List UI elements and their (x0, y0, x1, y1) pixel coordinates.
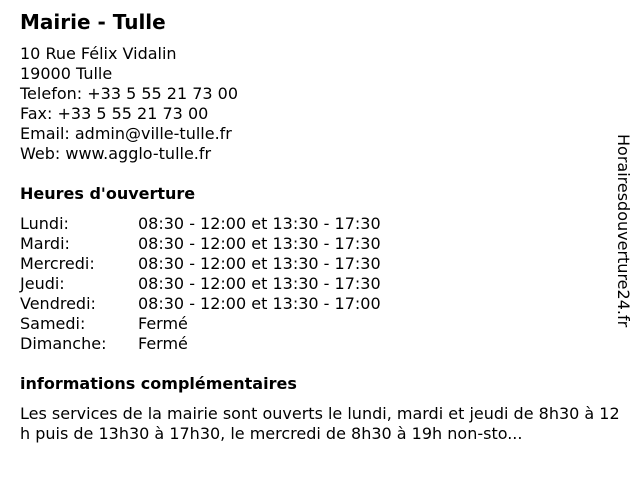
day-label: Samedi: (20, 314, 86, 333)
time-value: 08:30 - 12:00 et 13:30 - 17:30 (138, 274, 381, 293)
time-value: 08:30 - 12:00 et 13:30 - 17:00 (138, 294, 381, 313)
hours-row-friday (20, 294, 381, 314)
day-label: Mercredi: (20, 254, 95, 273)
watermark-text: Horairesdouverture24.fr (614, 134, 633, 328)
day-label: Vendredi: (20, 294, 96, 313)
opening-hours-table (20, 214, 381, 354)
hours-row-thursday (20, 274, 381, 294)
day-label: Dimanche: (20, 334, 107, 353)
day-label: Jeudi: (20, 274, 65, 293)
opening-hours-heading: Heures d'ouverture (20, 184, 196, 203)
hours-row-wednesday (20, 254, 381, 274)
hours-row-saturday (20, 314, 381, 334)
website-address: Web: www.agglo-tulle.fr (20, 144, 212, 163)
additional-info-text: Les services de la mairie sont ouverts le lundi, mardi et jeudi de 8h30 à 12h puis de 13h30 à 17h30, le mercredi de 8h30 à 19h non-sto... (20, 404, 620, 443)
email-address: Email: admin@ville-tulle.fr (20, 124, 232, 143)
hours-row-tuesday (20, 234, 381, 254)
time-value: 08:30 - 12:00 et 13:30 - 17:30 (138, 234, 381, 253)
day-label: Lundi: (20, 214, 69, 233)
phone-number: Telefon: +33 5 55 21 73 00 (20, 84, 239, 103)
contact-details (20, 44, 238, 164)
time-value: Fermé (138, 314, 188, 333)
postal-city: 19000 Tulle (20, 64, 113, 83)
hours-row-monday (20, 214, 381, 234)
time-value: 08:30 - 12:00 et 13:30 - 17:30 (138, 254, 381, 273)
fax-number: Fax: +33 5 55 21 73 00 (20, 104, 209, 123)
street-address: 10 Rue Félix Vidalin (20, 44, 177, 63)
time-value: 08:30 - 12:00 et 13:30 - 17:30 (138, 214, 381, 233)
hours-row-sunday (20, 334, 381, 354)
time-value: Fermé (138, 334, 188, 353)
page-title: Mairie - Tulle (20, 10, 166, 34)
additional-info-heading: informations complémentaires (20, 374, 297, 393)
day-label: Mardi: (20, 234, 70, 253)
